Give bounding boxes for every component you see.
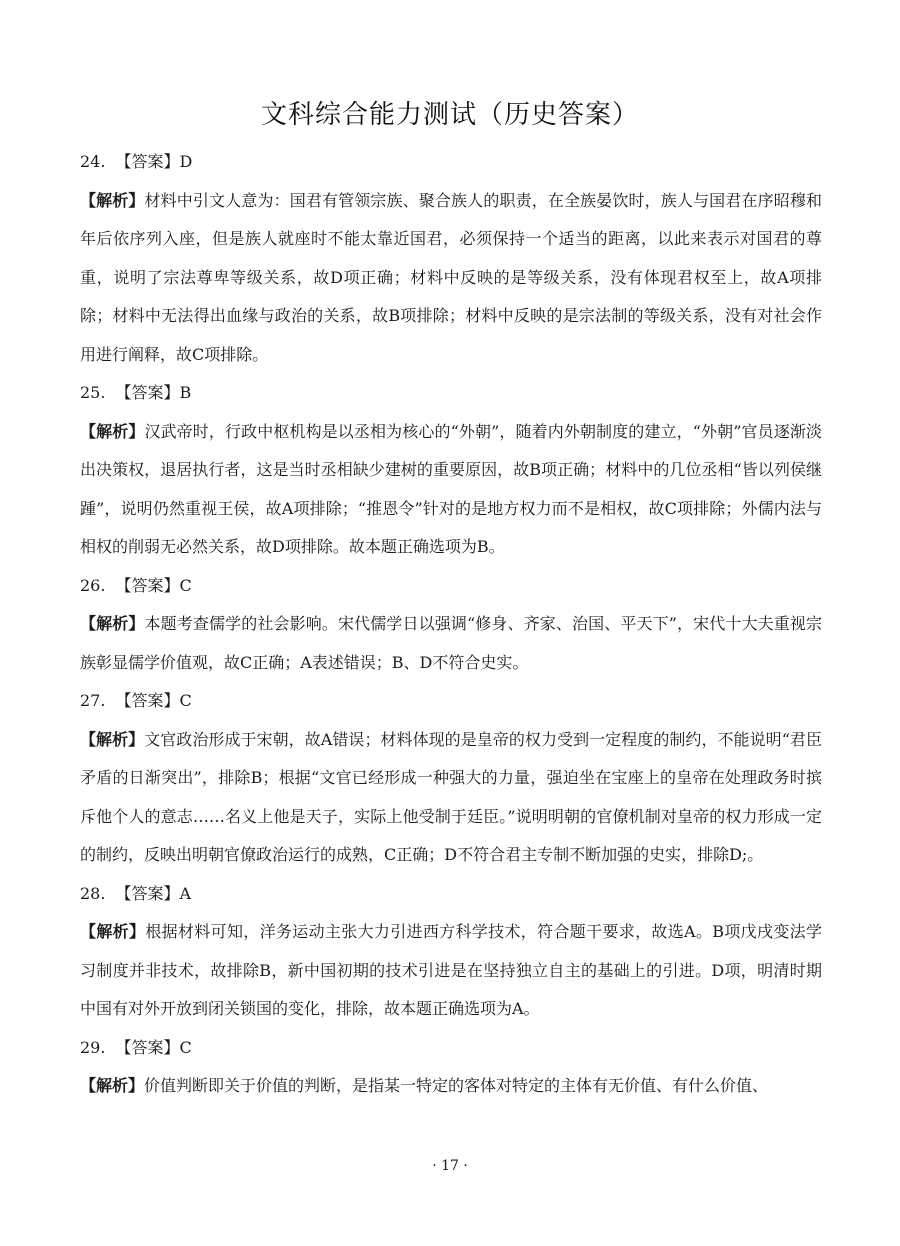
question-number: 29. [80,1037,106,1057]
explanation-paragraph [80,413,822,567]
explanation-tag: 【解析】 [80,729,145,749]
question-block-24 [80,143,822,374]
question-block-26 [80,567,822,683]
answer-label: 【答案】C [115,1037,192,1057]
explanation-paragraph [80,913,822,1029]
answer-line [80,567,822,606]
explanation-text: 汉武帝时，行政中枢机构是以丞相为核心的“外朝”，随着内外朝制度的建立，“外朝”官员逐渐淡出决策权，退居执行者，这是当时丞相缺少建树的重要原因，故B项正确；材料中的几位丞相“皆以列侯继踵”，说明仍然重视王侯，故A项排除；“推恩令”针对的是地方权力而不是相权，故C项排除；外儒内法与相权的削弱无必然关系，故D项排除。故本题正确选项为B。 [80,421,822,556]
explanation-tag: 【解析】 [80,421,145,441]
answer-content [80,143,822,1106]
answer-label: 【答案】B [115,383,192,402]
question-number: 25. [80,383,106,402]
answer-line [80,875,822,914]
question-block-29 [80,1029,822,1106]
explanation-tag: 【解析】 [80,190,145,210]
answer-label: 【答案】C [115,575,192,595]
explanation-tag: 【解析】 [80,614,145,633]
explanation-tag: 【解析】 [80,1076,145,1095]
question-block-28 [80,875,822,1029]
question-number: 26. [80,575,106,595]
question-block-27 [80,682,822,875]
page-title: 文科综合能力测试（历史答案） [260,100,639,130]
question-number: 28. [80,883,106,903]
question-block-25 [80,374,822,567]
page-number: · 17 · [432,1158,468,1174]
explanation-text: 材料中引文人意为：国君有管领宗族、聚合族人的职责，在全族晏饮时，族人与国君在序昭穆和年后依序列入座，但是族人就座时不能太靠近国君，必须保持一个适当的距离，以此来表示对国君的尊重，说明了宗法尊卑等级关系，故D项正确；材料中反映的是等级关系，没有体现君权至上，故A项排除；材料中无法得出血缘与政治的关系，故B项排除；材料中反映的是宗法制的等级关系，没有对社会作用进行阐释，故C项排除。 [80,190,822,364]
answer-line [80,143,822,182]
answer-label: 【答案】D [115,152,193,171]
explanation-tag: 【解析】 [80,922,146,941]
explanation-paragraph [80,182,822,375]
question-number: 24. [80,152,106,171]
explanation-paragraph [80,721,822,875]
explanation-paragraph [80,605,822,682]
explanation-text: 本题考查儒学的社会影响。宋代儒学日以强调“修身、齐家、治国、平天下”，宋代十大夫重视宗族彰显儒学价值观，故C正确；A表述错误；B、D不符合史实。 [80,614,822,672]
explanation-text: 文官政治形成于宋朝，故A错误；材料体现的是皇帝的权力受到一定程度的制约，不能说明“君臣矛盾的日渐突出”，排除B；根据“文官已经形成一种强大的力量，强迫坐在宝座上的皇帝在处理政务时摈斥他个人的意志……名义上他是天子，实际上他受制于廷臣。”说明明朝的官僚机制对皇帝的权力形成一定的制约，反映出明朝官僚政治运行的成熟，C正确；D不符合君主专制不断加强的史实，排除D;。 [80,729,822,864]
answer-line [80,374,822,413]
explanation-text: 价值判断即关于价值的判断，是指某一特定的客体对特定的主体有无价值、有什么价值、 [144,1076,769,1095]
answer-label: 【答案】C [115,691,192,710]
answer-label: 【答案】A [115,883,192,903]
explanation-text: 根据材料可知，洋务运动主张大力引进西方科学技术，符合题干要求，故选A。B项戊戌变法学习制度并非技术，故排除B，新中国初期的技术引进是在坚持独立自主的基础上的引进。D项，明清时期中国有对外开放到闭关锁国的变化，排除，故本题正确选项为A。 [80,922,822,1018]
question-number: 27. [80,691,106,710]
answer-line [80,1029,822,1068]
answer-line [80,682,822,721]
explanation-paragraph [80,1067,822,1106]
